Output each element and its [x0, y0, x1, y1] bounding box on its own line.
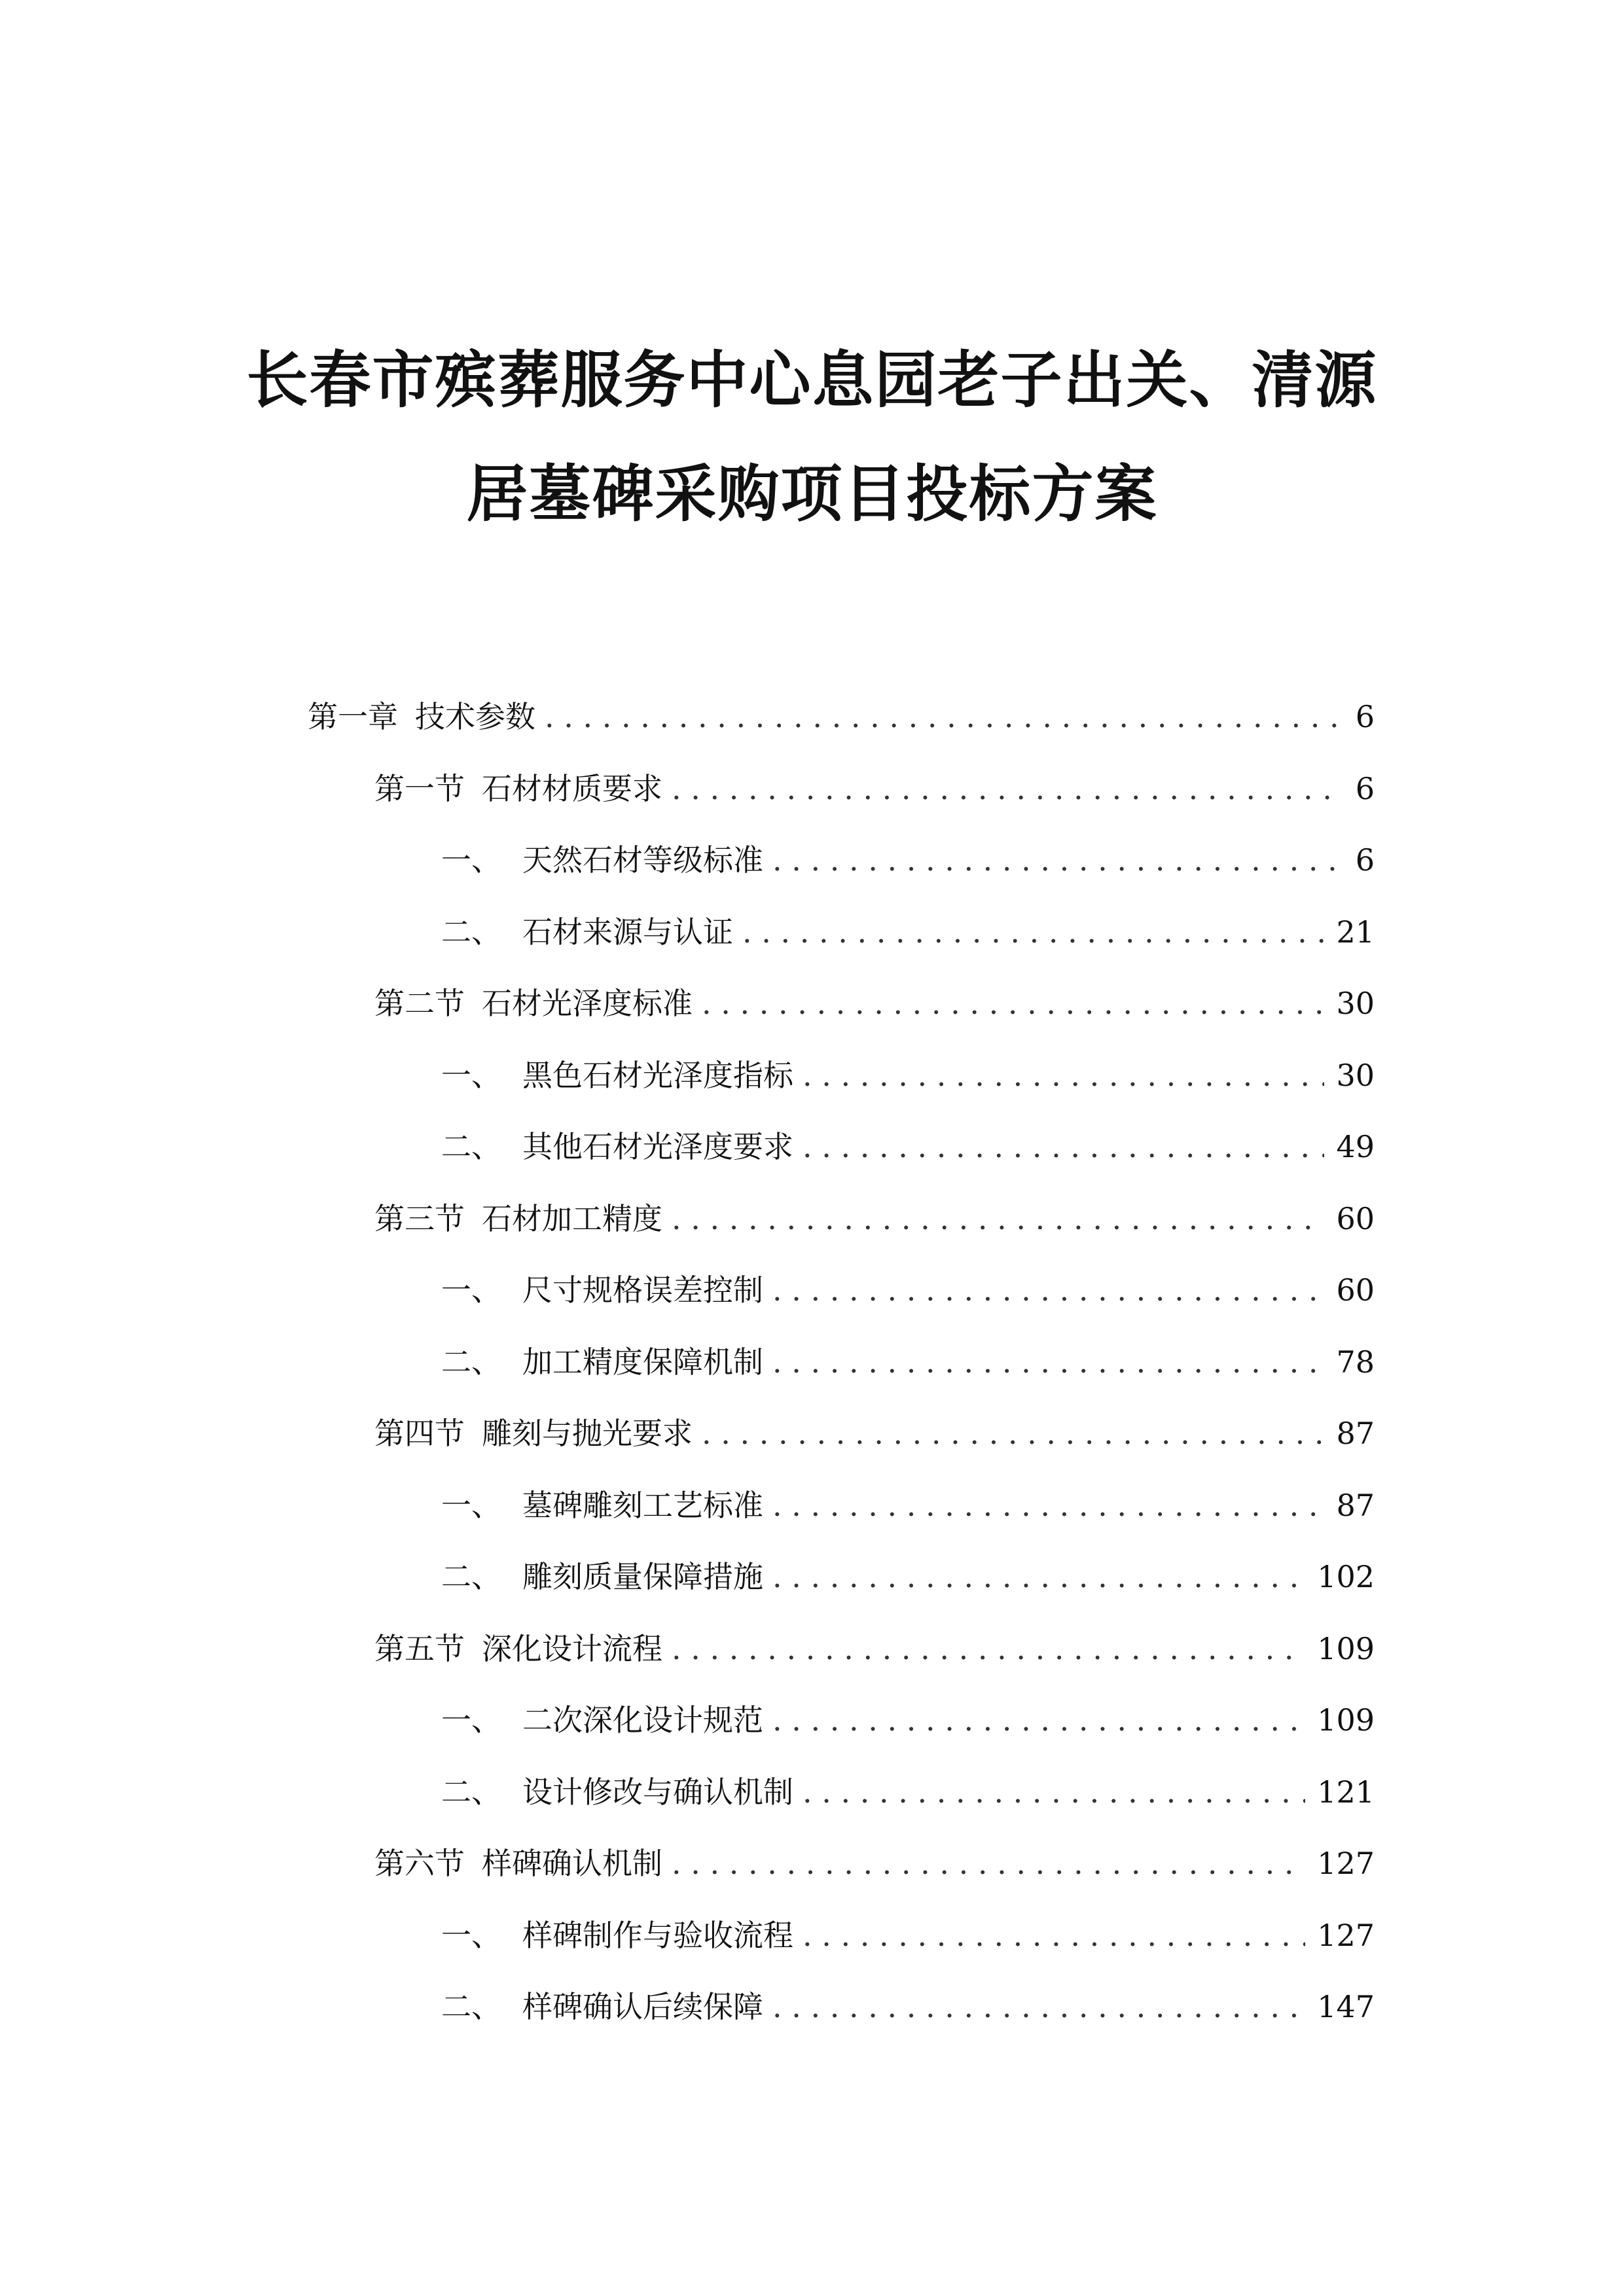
toc-entry-prefix: 第二节: [374, 986, 465, 1021]
toc-entry-prefix: 第三节: [374, 1200, 465, 1236]
toc-entry-prefix: 第五节: [374, 1630, 465, 1666]
toc-entry-page-number: 6: [1355, 842, 1375, 878]
dot-leader: [772, 1482, 1324, 1528]
toc-entry-label: 雕刻质量保障措施: [522, 1559, 763, 1594]
toc-entry[interactable]: [308, 1554, 1375, 1626]
toc-entry-label: 其他石材光泽度要求: [522, 1129, 793, 1164]
toc-entry-page-number: 102: [1317, 1559, 1375, 1594]
toc-entry-page-number: 127: [1317, 1917, 1375, 1953]
dot-leader: [742, 909, 1324, 955]
toc-entry[interactable]: [308, 1626, 1375, 1698]
toc-entry-page-number: 87: [1336, 1416, 1375, 1451]
dot-leader: [702, 980, 1324, 1026]
toc-entry-label: 尺寸规格误差控制: [522, 1272, 763, 1308]
dot-leader: [772, 1267, 1324, 1313]
toc-entry-label: 石材光泽度标准: [482, 986, 693, 1021]
toc-entry-label: 二次深化设计规范: [522, 1702, 763, 1738]
toc-entry[interactable]: [308, 1339, 1375, 1411]
toc-entry-prefix: 一、: [441, 1917, 501, 1953]
toc-entry-page-number: 21: [1336, 914, 1375, 950]
document-title: [0, 324, 1624, 552]
toc-entry-label: 技术参数: [415, 699, 535, 734]
toc-entry[interactable]: [308, 837, 1375, 909]
toc-entry-prefix: 一、: [441, 1272, 501, 1308]
toc-entry-prefix: 二、: [441, 1129, 501, 1164]
toc-entry-page-number: 127: [1317, 1846, 1375, 1881]
toc-entry-label: 样碑制作与验收流程: [522, 1917, 793, 1953]
toc-entry-prefix: 二、: [441, 1344, 501, 1380]
dot-leader: [772, 837, 1344, 883]
toc-entry[interactable]: [308, 1769, 1375, 1841]
toc-entry-label: 雕刻与抛光要求: [482, 1416, 693, 1451]
toc-entry-page-number: 30: [1336, 986, 1375, 1021]
toc-entry[interactable]: [308, 1196, 1375, 1268]
toc-entry[interactable]: [308, 694, 1375, 766]
toc-entry-prefix: 一、: [441, 1702, 501, 1738]
toc-entry[interactable]: [308, 1124, 1375, 1196]
toc-entry[interactable]: [308, 1984, 1375, 2056]
toc-entry-page-number: 49: [1336, 1129, 1375, 1164]
toc-entry-label: 设计修改与确认机制: [522, 1774, 793, 1810]
toc-entry-page-number: 147: [1317, 1989, 1375, 2024]
toc-entry-prefix: 一、: [441, 1487, 501, 1523]
toc-entry[interactable]: [308, 1840, 1375, 1912]
toc-entry[interactable]: [308, 1697, 1375, 1769]
toc-entry-prefix: 第一章: [308, 699, 398, 734]
toc-entry-label: 加工精度保障机制: [522, 1344, 763, 1380]
dot-leader: [672, 1196, 1324, 1242]
toc-entry-label: 石材来源与认证: [522, 914, 733, 950]
toc-entry[interactable]: [308, 909, 1375, 981]
toc-entry[interactable]: [308, 1912, 1375, 1984]
toc-entry-page-number: 87: [1336, 1487, 1375, 1523]
toc-entry-prefix: 二、: [441, 1559, 501, 1594]
toc-entry-prefix: 二、: [441, 914, 501, 950]
toc-entry-prefix: 二、: [441, 1989, 501, 2024]
toc-entry-page-number: 109: [1317, 1702, 1375, 1738]
dot-leader: [772, 1984, 1305, 2030]
dot-leader: [672, 766, 1344, 812]
dot-leader: [772, 1339, 1324, 1385]
toc-entry[interactable]: [308, 1052, 1375, 1124]
toc-entry[interactable]: [308, 980, 1375, 1052]
document-title-line-1: 长春市殡葬服务中心息园老子出关、清源: [246, 345, 1378, 416]
dot-leader: [702, 1410, 1324, 1456]
toc-entry-label: 天然石材等级标准: [522, 842, 763, 878]
toc-entry[interactable]: [308, 766, 1375, 838]
dot-leader: [803, 1912, 1305, 1958]
document-title-line-2: 居墓碑采购项目投标方案: [466, 459, 1158, 530]
dot-leader: [803, 1769, 1305, 1815]
dot-leader: [803, 1052, 1324, 1098]
toc-entry-prefix: 第六节: [374, 1846, 465, 1881]
table-of-contents: [308, 694, 1375, 2056]
toc-entry-label: 石材加工精度: [482, 1200, 662, 1236]
toc-entry-label: 样碑确认后续保障: [522, 1989, 763, 2024]
toc-entry-page-number: 109: [1317, 1630, 1375, 1666]
toc-entry-prefix: 第一节: [374, 770, 465, 806]
toc-entry-prefix: 一、: [441, 842, 501, 878]
dot-leader: [772, 1554, 1305, 1600]
toc-entry-page-number: 6: [1355, 699, 1375, 734]
toc-entry-prefix: 二、: [441, 1774, 501, 1810]
dot-leader: [545, 694, 1344, 740]
toc-entry-page-number: 6: [1355, 770, 1375, 806]
dot-leader: [672, 1626, 1305, 1672]
toc-entry-prefix: 一、: [441, 1057, 501, 1093]
toc-entry-page-number: 121: [1317, 1774, 1375, 1810]
toc-entry-page-number: 78: [1336, 1344, 1375, 1380]
toc-entry-label: 墓碑雕刻工艺标准: [522, 1487, 763, 1523]
toc-entry[interactable]: [308, 1410, 1375, 1482]
toc-entry-page-number: 30: [1336, 1057, 1375, 1093]
toc-entry-label: 深化设计流程: [482, 1630, 662, 1666]
toc-entry[interactable]: [308, 1482, 1375, 1554]
toc-entry[interactable]: [308, 1267, 1375, 1339]
dot-leader: [672, 1840, 1305, 1886]
dot-leader: [772, 1697, 1305, 1743]
toc-entry-label: 样碑确认机制: [482, 1846, 662, 1881]
dot-leader: [803, 1124, 1324, 1170]
toc-entry-page-number: 60: [1336, 1200, 1375, 1236]
toc-entry-label: 石材材质要求: [482, 770, 662, 806]
toc-entry-label: 黑色石材光泽度指标: [522, 1057, 793, 1093]
toc-entry-page-number: 60: [1336, 1272, 1375, 1308]
toc-entry-prefix: 第四节: [374, 1416, 465, 1451]
